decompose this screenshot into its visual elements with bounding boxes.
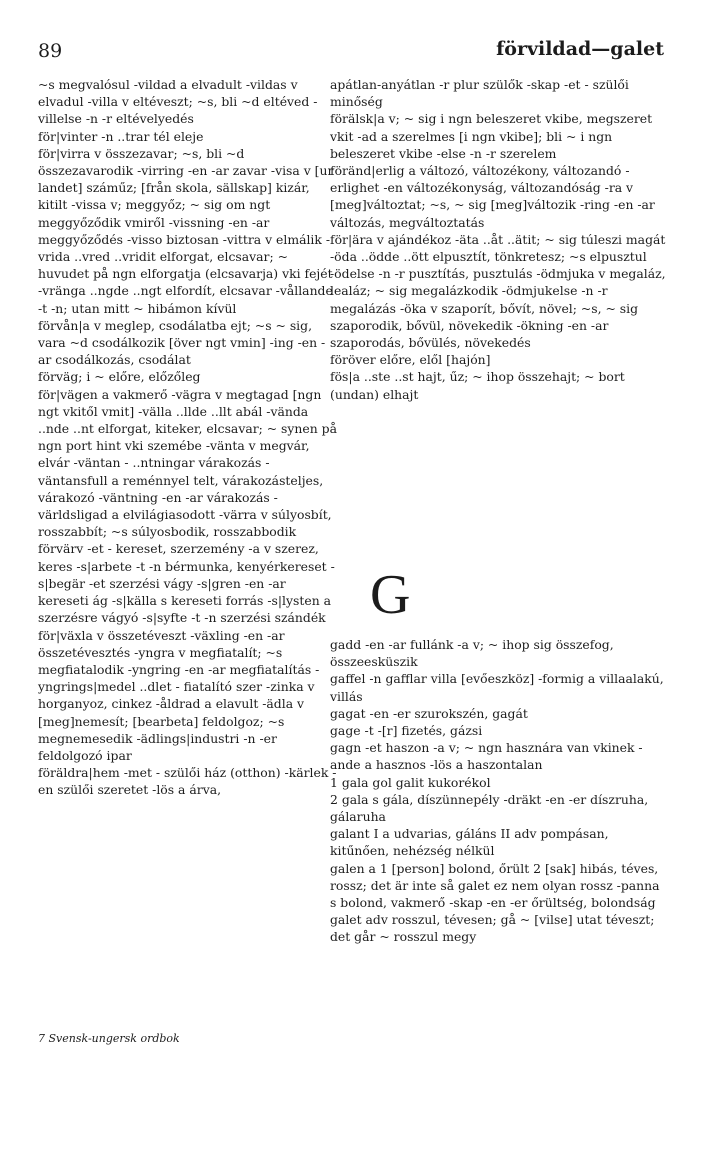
entry: galant I a udvarias, gáláns II adv pompásan, kitűnően, nehézség nélkül xyxy=(330,826,609,859)
entry: förälsk|a v; ~ sig i ngn beleszeret vkibe, megszeret vkit -ad a szerelmes [i ngn vkibe]; bli ~ i ngn beleszeret vkibe -else -n -r szerelem xyxy=(330,111,653,161)
right-column xyxy=(330,76,666,403)
right-column-g xyxy=(330,636,666,946)
entry: gage -t -[r] fizetés, gázsi xyxy=(330,723,483,739)
entry: gadd -en -ar fullánk -a v; ~ ihop sig összefog, összeesküszik xyxy=(330,637,614,670)
entry: för|växla v összetéveszt -växling -en -ar összetévesztés -yngra v megfiatalít; ~s megfiatalodik -yngring -en -ar megfiatalítás -yngrings|medel ..dlet - fiatalító szer -zinka v horganyoz, cinkez -åldrad a elavult -ädla v [meg]nemesít; [bearbeta] feldolgoz; ~s megnemesedik -ädlings|industri -n -er feldolgozó ipar xyxy=(38,627,320,763)
entry: galet adv rosszul, tévesen; gå ~ [vilse] utat téveszt; det går ~ rosszul megy xyxy=(330,912,655,945)
entry: gagn -et haszon -a v; ~ ngn hasznára van vkinek -ande a hasznos -lös a haszontalan xyxy=(330,740,643,773)
entry: förväg; i ~ előre, előzőleg xyxy=(38,369,201,385)
entry: för|ära v ajándékoz -äta ..åt ..ätit; ~ sig túleszi magát -öda ..ödde ..ött elpusztít, tönkretesz; ~s elpusztul -ödelse -n -r pusztítás, pusztulás -ödmjuka v megaláz, lealáz; ~ sig megalázkodik -ödmjukelse -n -r megalázás -öka v szaporít, bővít, növel; ~s, ~ sig szaporodik, bővül, növekedik -ökning -en -ar szaporodás, bővülés, növekedés xyxy=(330,231,666,351)
entry: för|vinter -n ..trar tél eleje xyxy=(38,128,204,144)
entry: ~s megvalósul -vildad a elvadult -vildas v elvadul -villa v eltéveszt; ~s, bli ~d eltéved -villelse -n -r eltévelyedés xyxy=(38,77,318,127)
entry: föräldra|hem -met - szülői ház (otthon) -kärlek -en szülői szeretet -lös a árva, xyxy=(38,765,337,798)
section-letter: G xyxy=(370,564,411,626)
page-number: 89 xyxy=(38,40,63,62)
entry: föröver előre, elől [hajón] xyxy=(330,352,491,368)
entry: gagat -en -er szurokszén, gagát xyxy=(330,705,528,721)
entry: för|vägen a vakmerő -vägra v megtagad [ngn ngt vkitől vmit] -välla ..llde ..llt abál -vända ..nde ..nt elforgat, kiteker, elcsavar; ~ synen på ngn port hint vki szemébe -vänta v megvár, elvár -väntan - ..ntningar várakozás -väntansfull a reménnyel telt, várakozásteljes, várakozó -väntning -en -ar várakozás -världsligad a elvilágiasodott -värra v súlyosbít, rosszabbít; ~s súlyosbodik, rosszabbodik xyxy=(38,386,337,540)
running-head: förvildad—galet xyxy=(496,38,664,60)
entry: förvån|a v meglep, csodálatba ejt; ~s ~ sig, vara ~d csodálkozik [över ngt vmin] -ing -en -ar csodálkozás, csodálat xyxy=(38,317,326,368)
entry: föränd|erlig a változó, változékony, változandó -erlighet -en változékonyság, változandóság -ra v [meg]változtat; ~s, ~ sig [meg]változik -ring -en -ar változás, megváltoztatás xyxy=(330,163,655,230)
entry: förvärv -et - kereset, szerzemény -a v szerez, keres -s|arbete -t -n bérmunka, kenyérkereset -s|begär -et szerzési vágy -s|gren -en -ar kereseti ág -s|källa s kereseti forrás -s|lysten a szerzésre vágyó -s|syfte -t -n szerzési szándék xyxy=(38,541,335,626)
entry: 1 gala gol galit kukorékol xyxy=(330,774,491,790)
footer-signature: 7 Svensk-ungersk ordbok xyxy=(38,1032,180,1045)
entry: gaffel -n gafflar villa [evőeszköz] -formig a villaalakú, villás xyxy=(330,671,664,704)
entry: apátlan-anyátlan -r plur szülők -skap -et - szülői minőség xyxy=(330,77,629,110)
entry: 2 gala s gála, díszünnepély -dräkt -en -er díszruha, gálaruha xyxy=(330,791,649,825)
entry: fös|a ..ste ..st hajt, űz; ~ ihop összehajt; ~ bort (undan) elhajt xyxy=(330,369,625,402)
entry: för|virra v összezavar; ~s, bli ~d összezavarodik -virring -en -ar zavar -visa v [ur landet] száműz; [från skola, sällskap] kizár, kitilt -vissa v; meggyőz; ~ sig om ngt meggyőződik vmiről -vissning -en -ar meggyőződés -visso biztosan -vittra v elmálik -vrida ..vred ..vridit elforgat, elcsavar; ~ huvudet på ngn elforgatja (elcsavarja) vki fejét -vränga ..ngde ..ngt elfordít, elcsavar -vållande -t -n; utan mitt ~ hibámon kívül xyxy=(38,145,334,316)
entry: galen a 1 [person] bolond, őrült 2 [sak] hibás, téves, rossz; det är inte så galet ez nem olyan rossz -panna s bolond, vakmerő -skap -en -er őrültség, bolondság xyxy=(330,860,660,911)
left-column xyxy=(38,76,338,799)
